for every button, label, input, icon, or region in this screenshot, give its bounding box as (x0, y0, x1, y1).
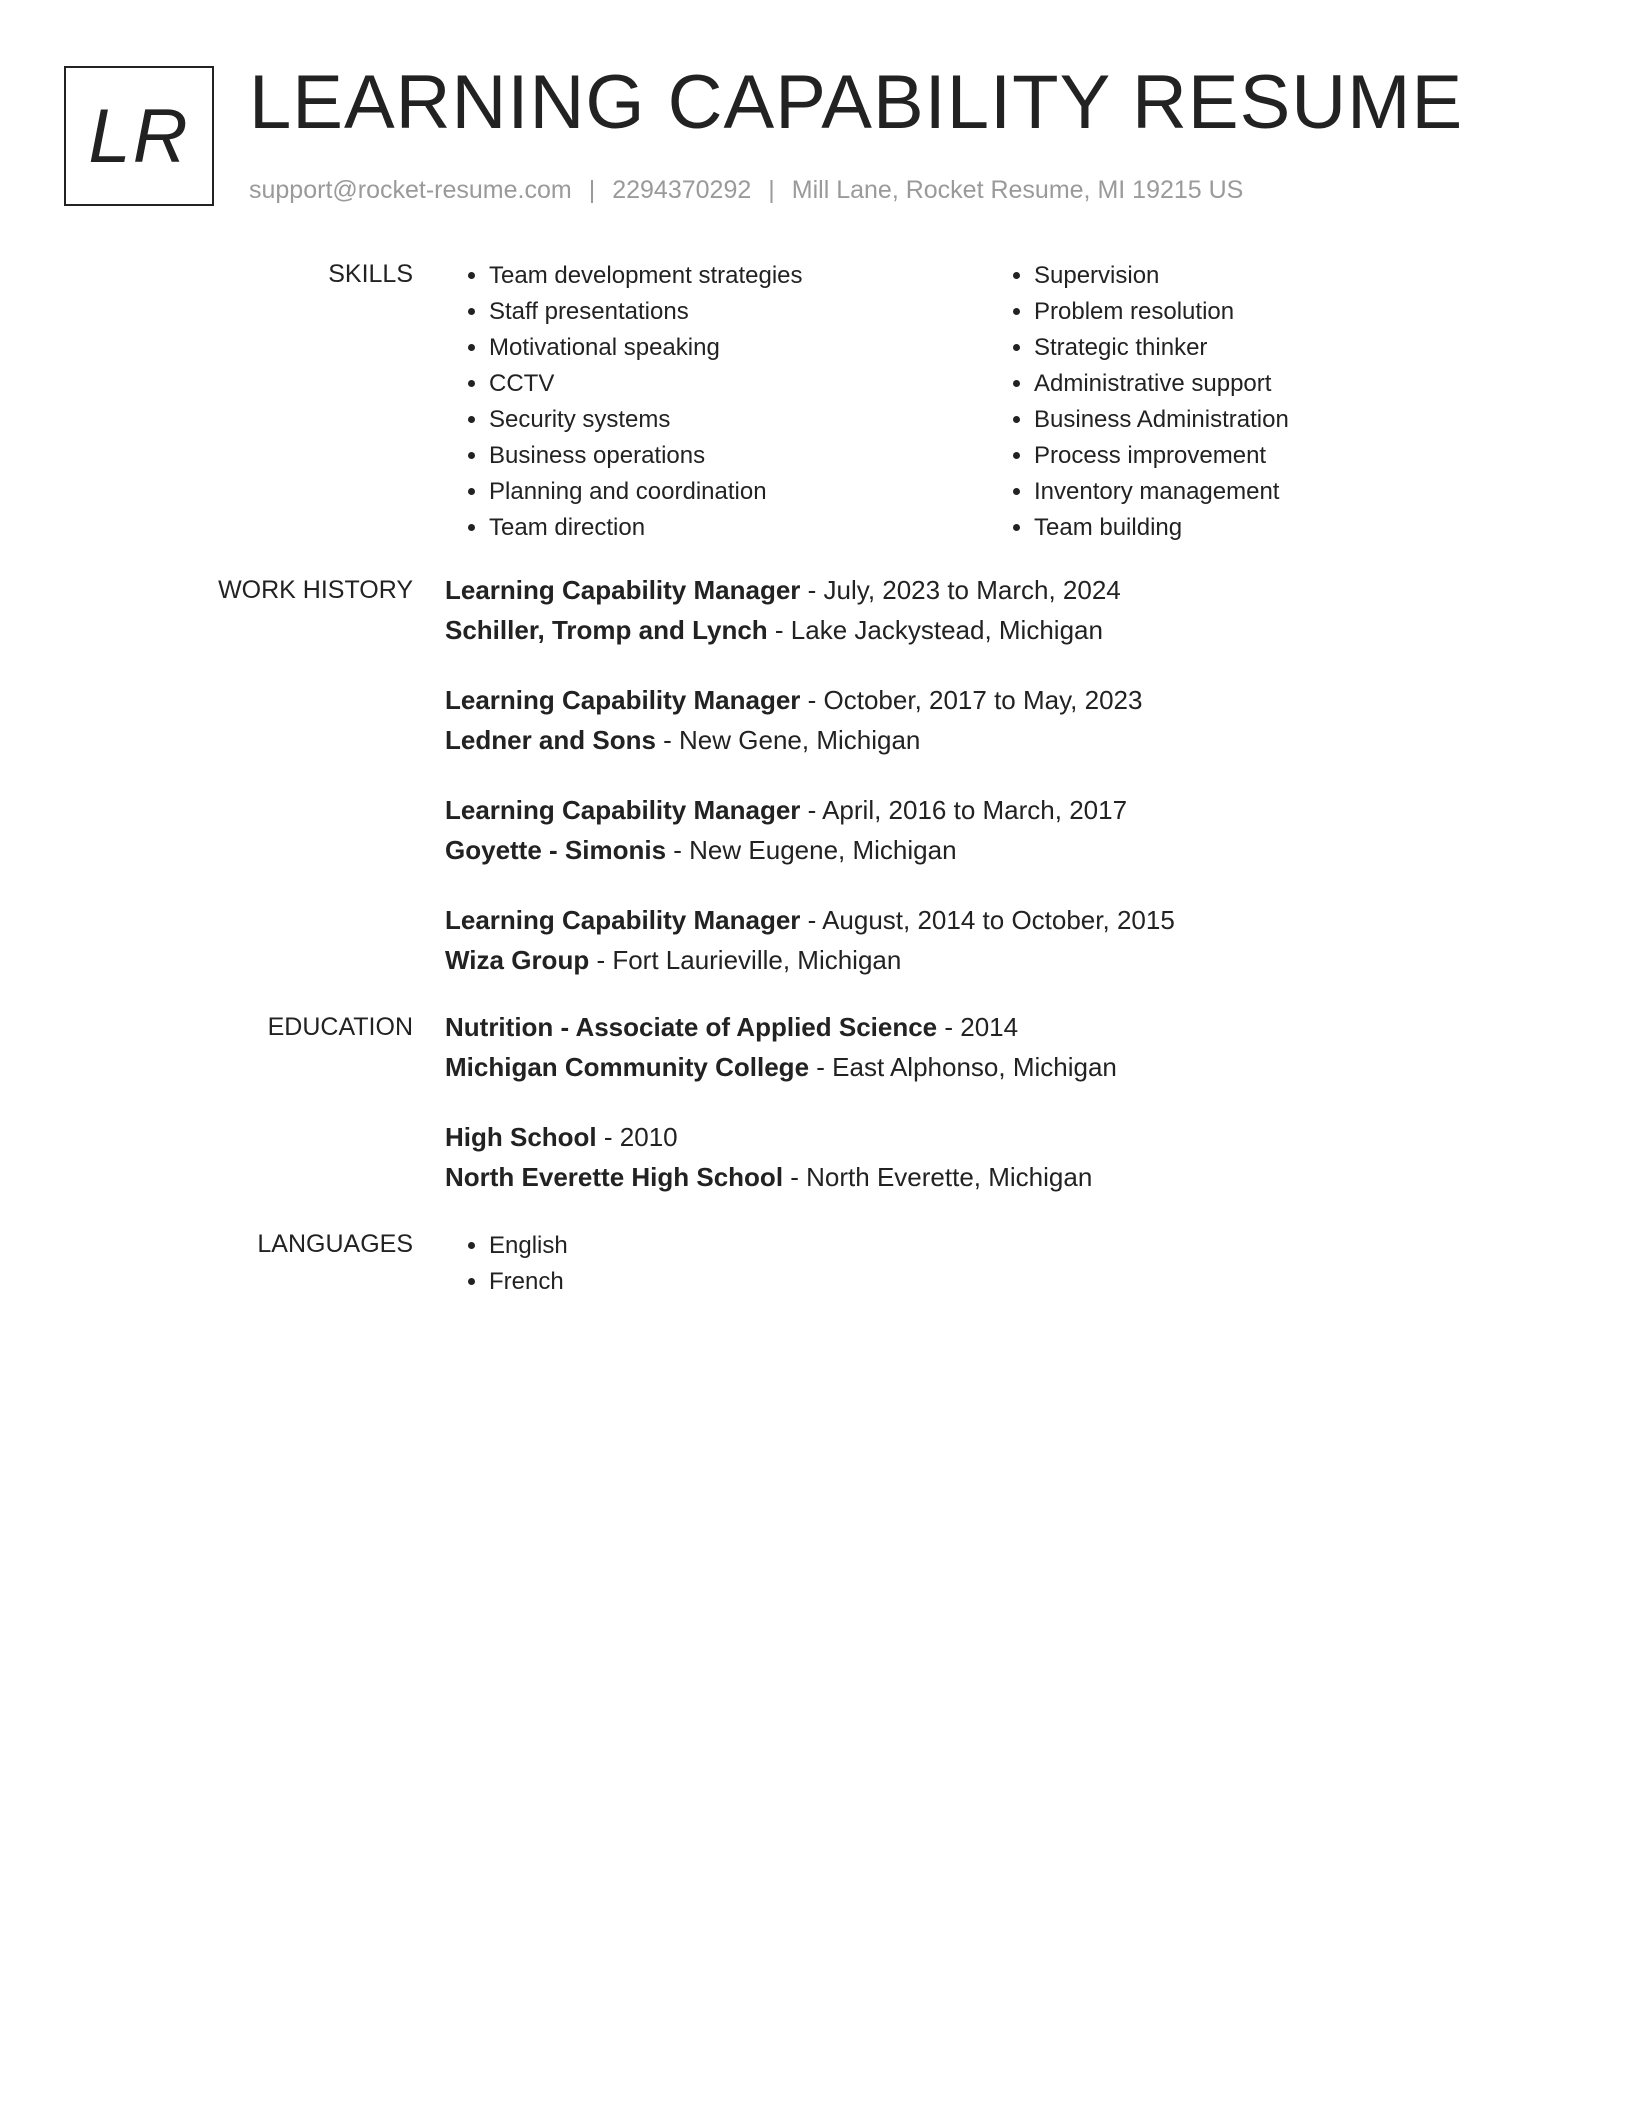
skill-item: • Business Administration (1034, 402, 1532, 438)
skill-item: • CCTV (489, 366, 990, 402)
job-entry (445, 570, 1532, 650)
skill-item: • Team direction (489, 510, 990, 546)
job-company: Ledner and Sons (445, 725, 656, 755)
job-dates: - July, 2023 to March, 2024 (800, 575, 1121, 605)
job-location: - New Eugene, Michigan (666, 835, 957, 865)
job-company: Wiza Group (445, 945, 590, 975)
skill-item: • Team development strategies (489, 258, 990, 294)
skill-item: • Business operations (489, 438, 990, 474)
contact-email: support@rocket-resume.com (249, 176, 572, 204)
job-location: - Lake Jackystead, Michigan (767, 615, 1103, 645)
skill-item: • Supervision (1034, 258, 1532, 294)
skill-item: • Staff presentations (489, 294, 990, 330)
skill-item: • Problem resolution (1034, 294, 1532, 330)
education-year: - 2014 (937, 1012, 1019, 1042)
job-location: - Fort Laurieville, Michigan (589, 945, 902, 975)
education-entry (445, 1117, 1532, 1197)
job-company: Goyette - Simonis (445, 835, 667, 865)
skills-body (445, 258, 1532, 546)
skills-columns (445, 258, 1532, 546)
job-dates: - October, 2017 to May, 2023 (800, 685, 1143, 715)
skills-list-right (990, 258, 1532, 546)
language-item: • English (489, 1228, 1532, 1264)
section-label-skills: SKILLS (328, 260, 413, 288)
section-label-languages: LANGUAGES (257, 1230, 413, 1258)
contact-address: Mill Lane, Rocket Resume, MI 19215 US (791, 176, 1244, 204)
job-entry (445, 680, 1532, 760)
education-body (445, 1007, 1532, 1227)
skill-item: • Security systems (489, 402, 990, 438)
section-label-education: EDUCATION (267, 1013, 413, 1041)
skills-list-left (445, 258, 990, 546)
section-label-work-history: WORK HISTORY (218, 576, 413, 604)
skill-item: • Inventory management (1034, 474, 1532, 510)
resume-title: LEARNING CAPABILITY RESUME (249, 60, 1464, 145)
skill-item: • Planning and coordination (489, 474, 990, 510)
languages-body (445, 1228, 1532, 1300)
skill-item: • Strategic thinker (1034, 330, 1532, 366)
education-entry (445, 1007, 1532, 1087)
language-item: • French (489, 1264, 1532, 1300)
contact-separator: | (588, 176, 596, 204)
education-degree: High School (445, 1122, 597, 1152)
skill-item: • Process improvement (1034, 438, 1532, 474)
education-degree: Nutrition - Associate of Applied Science (445, 1012, 938, 1042)
job-dates: - August, 2014 to October, 2015 (800, 905, 1175, 935)
job-company: Schiller, Tromp and Lynch (445, 615, 768, 645)
job-title: Learning Capability Manager (445, 905, 801, 935)
job-location: - New Gene, Michigan (655, 725, 921, 755)
job-dates: - April, 2016 to March, 2017 (800, 795, 1128, 825)
skill-item: • Administrative support (1034, 366, 1532, 402)
job-entry (445, 900, 1532, 980)
job-title: Learning Capability Manager (445, 685, 801, 715)
contact-separator: | (768, 176, 775, 204)
job-entry (445, 790, 1532, 870)
education-school: North Everette High School (445, 1162, 784, 1192)
job-title: Learning Capability Manager (445, 575, 801, 605)
monogram-badge: LR (64, 66, 214, 206)
education-location: - East Alphonso, Michigan (809, 1052, 1117, 1082)
education-school: Michigan Community College (445, 1052, 810, 1082)
languages-list (445, 1228, 1532, 1300)
contact-line (249, 174, 1243, 206)
education-year: - 2010 (596, 1122, 678, 1152)
contact-phone: 2294370292 (612, 176, 752, 204)
skill-item: • Team building (1034, 510, 1532, 546)
education-location: - North Everette, Michigan (783, 1162, 1093, 1192)
skill-item: • Motivational speaking (489, 330, 990, 366)
work-history-body (445, 570, 1532, 1010)
job-title: Learning Capability Manager (445, 795, 801, 825)
